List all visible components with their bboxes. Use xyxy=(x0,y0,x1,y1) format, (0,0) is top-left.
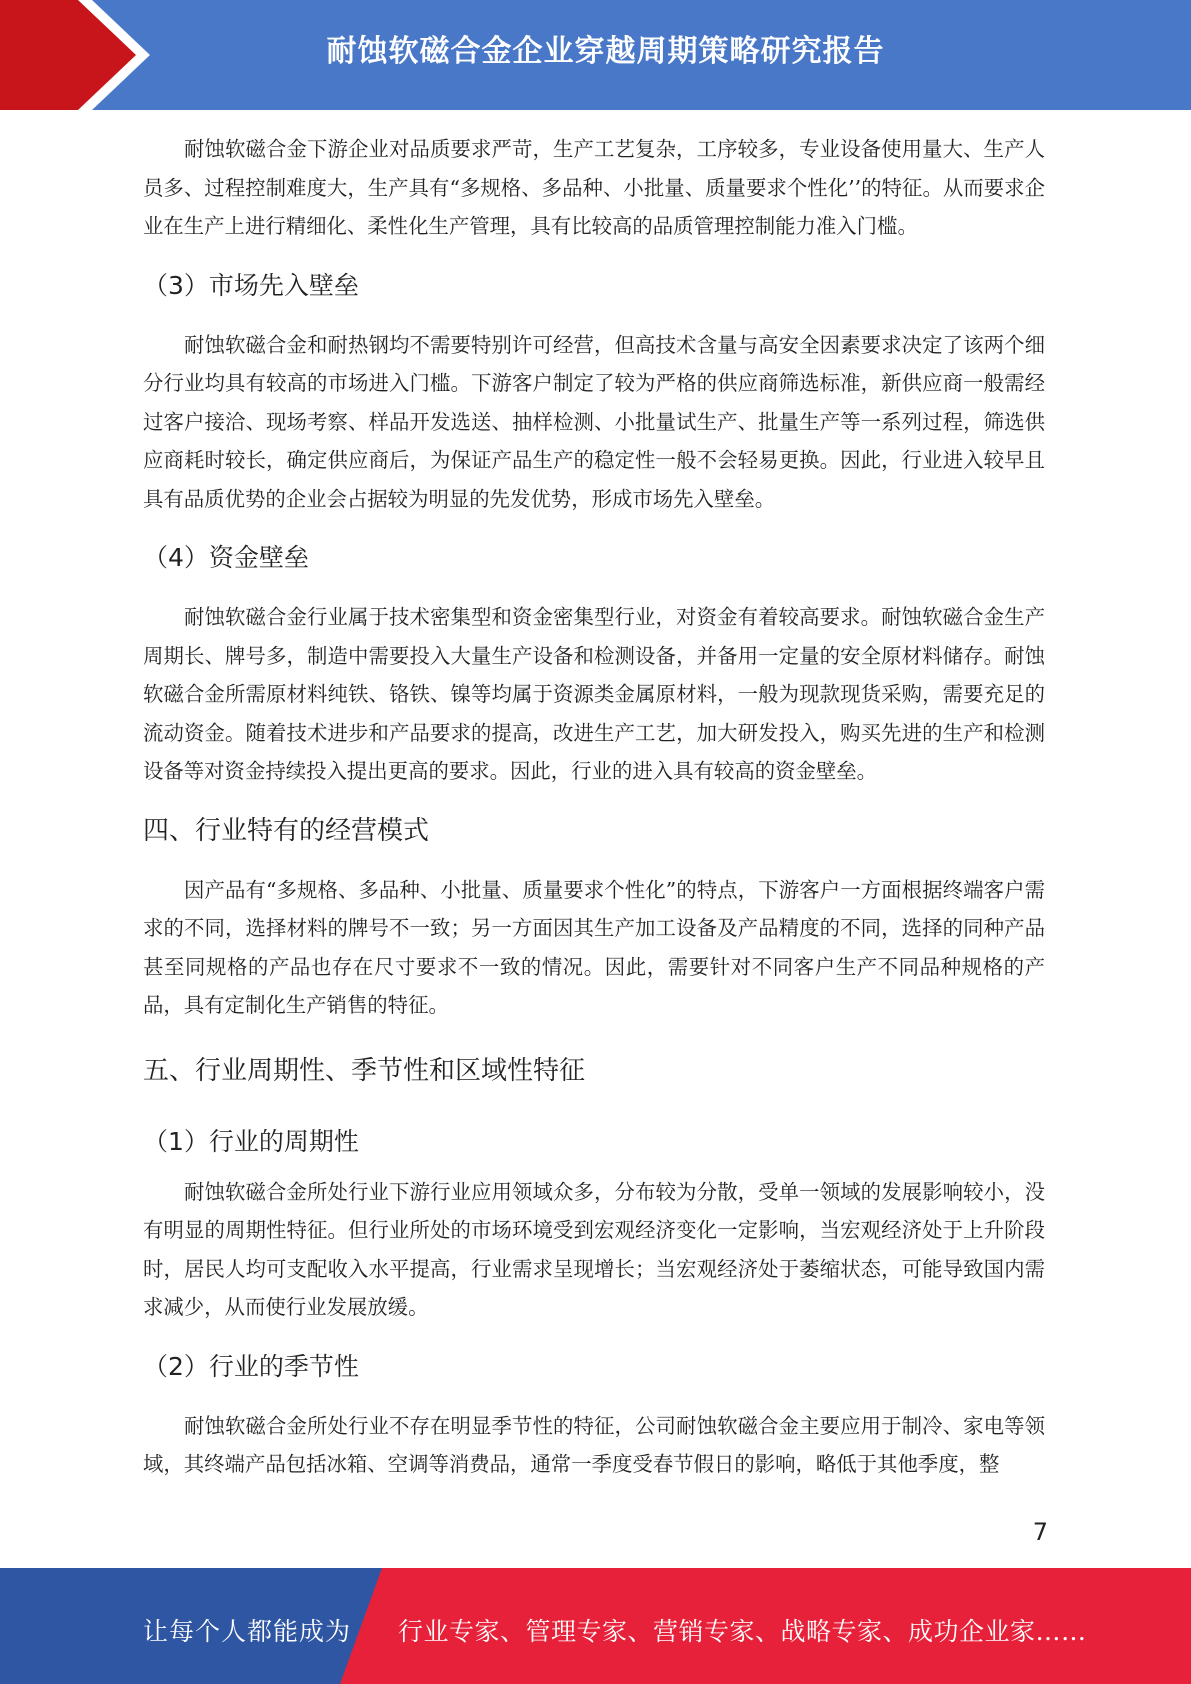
page-header xyxy=(0,0,1191,110)
document-body xyxy=(143,130,1045,1484)
section-heading: 四、行业特有的经营模式 xyxy=(143,815,430,846)
paragraph: 耐蚀软磁合金所处行业下游行业应用领域众多，分布较为分散，受单一领域的发展影响较小，没有明显的周期性特征。但行业所处的市场环境受到宏观经济变化一定影响，当宏观经济处于上升阶段时，居民人均可支配收入水平提高，行业需求呈现增长；当宏观经济处于萎缩状态，可能导致国内需求减少，从而使行业发展放缓。 xyxy=(143,1179,1045,1319)
section-heading: 五、行业周期性、季节性和区域性特征 xyxy=(143,1055,586,1086)
page-number: 7 xyxy=(1032,1518,1048,1546)
subsection-heading: （1）行业的周期性 xyxy=(143,1126,359,1156)
subsection-heading: （3）市场先入壁垒 xyxy=(143,270,359,300)
paragraph: 因产品有“多规格、多品种、小批量、质量要求个性化”的特点，下游客户一方面根据终端客户需求的不同，选择材料的牌号不一致；另一方面因其生产加工设备及产品精度的不同，选择的同种产品甚至同规格的产品也存在尺寸要求不一致的情况。因此，需要针对不同客户生产不同品种规格的产品，具有定制化生产销售的特征。 xyxy=(143,877,1045,1017)
paragraph: 耐蚀软磁合金下游企业对品质要求严苛，生产工艺复杂，工序较多，专业设备使用量大、生产人员多、过程控制难度大，生产具有“多规格、多品种、小批量、质量要求个性化’’的特征。从而要求企业在生产上进行精细化、柔性化生产管理，具有比较高的品质管理控制能力准入门槛。 xyxy=(143,137,1045,238)
subsection-heading: （2）行业的季节性 xyxy=(143,1351,359,1381)
page-footer xyxy=(0,1568,1191,1684)
footer-slogan-left: 让每个人都能成为 xyxy=(143,1617,352,1646)
paragraph: 耐蚀软磁合金所处行业不存在明显季节性的特征，公司耐蚀软磁合金主要应用于制冷、家电等领域，其终端产品包括冰箱、空调等消费品，通常一季度受春节假日的影响，略低于其他季度，整 xyxy=(143,1413,1045,1476)
footer-slogan-right: 行业专家、管理专家、营销专家、战略专家、成功企业家…… xyxy=(398,1617,1087,1646)
report-title: 耐蚀软磁合金企业穿越周期策略研究报告 xyxy=(326,34,885,69)
paragraph: 耐蚀软磁合金和耐热钢均不需要特别许可经营，但高技术含量与高安全因素要求决定了该两个细分行业均具有较高的市场进入门槛。下游客户制定了较为严格的供应商筛选标准，新供应商一般需经过客户接洽、现场考察、样品开发选送、抽样检测、小批量试生产、批量生产等一系列过程，筛选供应商耗时较长，确定供应商后，为保证产品生产的稳定性一般不会轻易更换。因此，行业进入较早且具有品质优势的企业会占据较为明显的先发优势，形成市场先入壁垒。 xyxy=(143,332,1045,511)
paragraph: 耐蚀软磁合金行业属于技术密集型和资金密集型行业，对资金有着较高要求。耐蚀软磁合金生产周期长、牌号多，制造中需要投入大量生产设备和检测设备，并备用一定量的安全原材料储存。耐蚀软磁合金所需原材料纯铁、铬铁、镍等均属于资源类金属原材料，一般为现款现货采购，需要充足的流动资金。随着技术进步和产品要求的提高，改进生产工艺，加大研发投入，购买先进的生产和检测设备等对资金持续投入提出更高的要求。因此，行业的进入具有较高的资金壁垒。 xyxy=(143,605,1045,783)
subsection-heading: （4）资金壁垒 xyxy=(143,543,309,572)
